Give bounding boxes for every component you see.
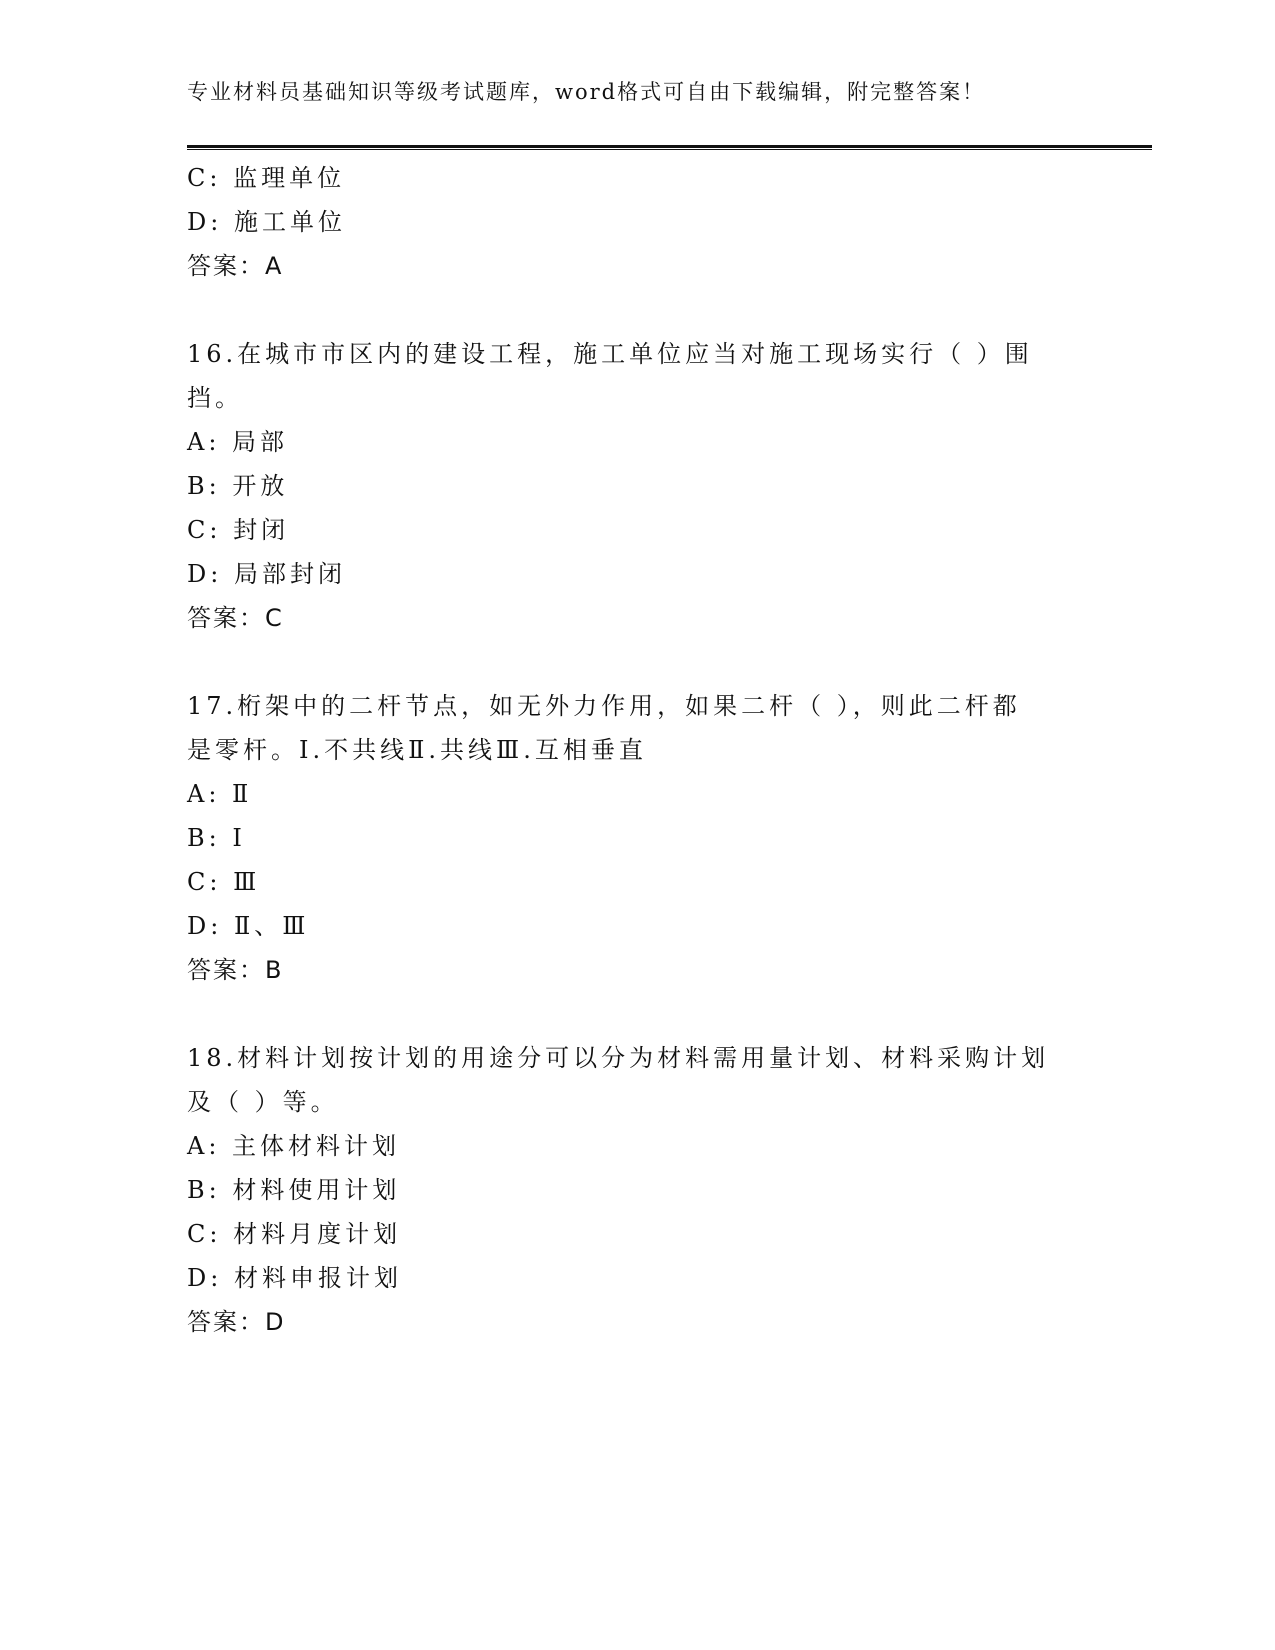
header-divider (187, 145, 1152, 150)
q18-option-a: A: 主体材料计划 (187, 1132, 401, 1160)
q18-option-c: C: 材料月度计划 (187, 1220, 402, 1248)
q18-answer: 答案：D (187, 1308, 286, 1336)
q16-answer: 答案：C (187, 604, 284, 632)
q18-stem-line2: 及（ ）等。 (187, 1088, 339, 1116)
q16-option-a: A: 局部 (187, 428, 289, 456)
q17-stem-line2: 是零杆。I.不共线Ⅱ.共线Ⅲ.互相垂直 (187, 736, 647, 764)
q17-answer: 答案：B (187, 956, 284, 984)
q16-option-c: C: 封闭 (187, 516, 290, 544)
q18-option-b: B: 材料使用计划 (187, 1176, 401, 1204)
q16-stem-line1: 16.在城市市区内的建设工程，施工单位应当对施工现场实行（ ）围 (187, 340, 1033, 368)
q16-stem-line2: 挡。 (187, 384, 243, 412)
q17-option-c: C: Ⅲ (187, 868, 261, 896)
q17-stem-line1: 17.桁架中的二杆节点，如无外力作用，如果二杆（ ），则此二杆都 (187, 692, 1021, 720)
q17-option-b: B: I (187, 824, 246, 852)
q17-option-a: A: Ⅱ (187, 780, 253, 808)
q15-option-c: C: 监理单位 (187, 164, 346, 192)
q18-option-d: D: 材料申报计划 (187, 1264, 402, 1292)
q17-option-d: D: Ⅱ、Ⅲ (187, 912, 310, 940)
q15-option-d: D: 施工单位 (187, 208, 346, 236)
q18-stem-line1: 18.材料计划按计划的用途分可以分为材料需用量计划、材料采购计划 (187, 1044, 1050, 1072)
q16-option-b: B: 开放 (187, 472, 289, 500)
q16-option-d: D: 局部封闭 (187, 560, 346, 588)
page-header: 专业材料员基础知识等级考试题库，word格式可自由下载编辑，附完整答案！ (187, 80, 986, 104)
q15-answer: 答案：A (187, 252, 284, 280)
